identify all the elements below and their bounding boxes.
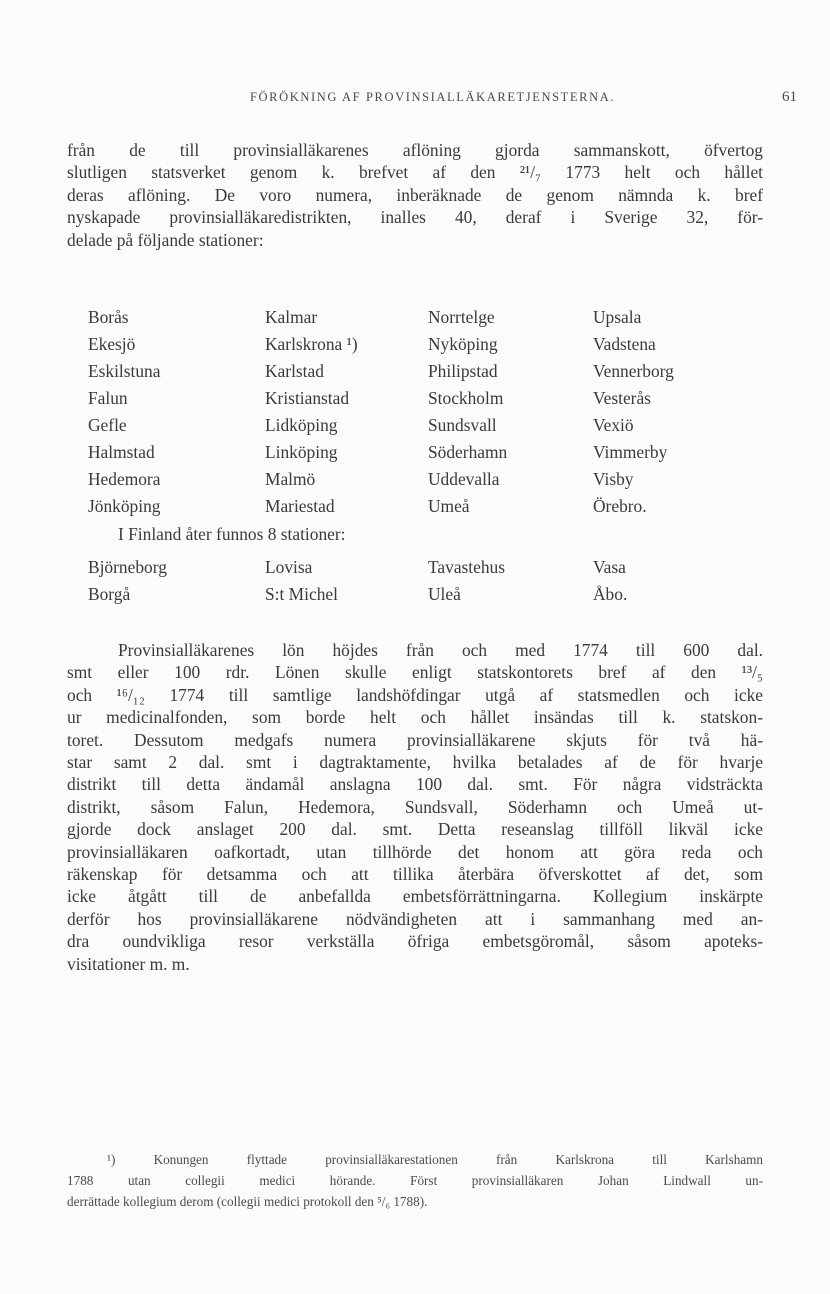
station-name: Vexiö [593, 415, 634, 435]
station-row [88, 557, 778, 584]
station-name: Falun [88, 388, 128, 408]
station-name: Borgå [88, 584, 131, 604]
station-name: Eskilstuna [88, 361, 161, 381]
page-number: 61 [782, 89, 797, 105]
text-line: delade på följande stationer: [67, 229, 264, 250]
station-name: Malmö [265, 469, 316, 489]
station-name: Nyköping [428, 334, 498, 354]
finland-intro: I Finland åter funnos 8 stationer: [118, 524, 346, 544]
station-name: Visby [593, 469, 634, 489]
station-row [88, 584, 778, 611]
text-line: från de till provinsialläkarenes aflöning gjorda sammanskott, öfvertog [67, 140, 763, 160]
station-name: Uleå [428, 584, 461, 604]
station-row [88, 388, 778, 415]
station-name: Ekesjö [88, 334, 136, 354]
station-name: Stockholm [428, 388, 504, 408]
station-row [88, 334, 778, 361]
station-name: Borås [88, 307, 129, 327]
text-line: star samt 2 dal. smt i dagtraktamente, hvilka betalades af de för hvarje [67, 752, 763, 773]
station-name: Söderhamn [428, 442, 508, 462]
station-name: Norrtelge [428, 307, 495, 327]
footnote-line: derrättade kollegium derom (collegii medici protokoll den ⁵/₆ 1788). [67, 1194, 428, 1209]
text-line: smt eller 100 rdr. Lönen skulle enligt statskontorets bref af den ¹³/₅ [67, 662, 763, 683]
station-name: Vadstena [593, 334, 656, 354]
station-name: Mariestad [265, 496, 335, 516]
station-row [88, 442, 778, 469]
station-name: Hedemora [88, 469, 161, 489]
text-line: gjorde dock anslaget 200 dal. smt. Detta reseanslag tillföll likväl icke [67, 819, 763, 840]
text-line: distrikt till detta ändamål anslagna 100 dal. smt. För några vidsträckta [67, 774, 763, 795]
station-name: Tavastehus [428, 557, 506, 577]
footnote-line: 1788 utan collegii medici hörande. Först provinsialläkaren Johan Lindwall un- [67, 1173, 763, 1188]
station-name: Kalmar [265, 307, 318, 327]
station-name: Philipstad [428, 361, 498, 381]
station-row [88, 307, 778, 334]
station-name: Halmstad [88, 442, 155, 462]
text-line: toret. Dessutom medgafs numera provinsialläkarene skjuts för två hä- [67, 729, 763, 750]
station-name: Jönköping [88, 496, 161, 516]
station-name: Umeå [428, 496, 470, 516]
text-line: och ¹⁶/₁₂ 1774 till samtlige landshöfdingar utgå af statsmedlen och icke [67, 684, 763, 705]
station-name: Upsala [593, 307, 642, 327]
station-row [88, 361, 778, 388]
text-line: slutligen statsverket genom k. brefvet af den ²¹/₇ 1773 helt och hållet [67, 162, 763, 183]
station-name: Uddevalla [428, 469, 500, 489]
text-line: derför hos provinsialläkarene nödvändigheten att i sammanhang med an- [67, 908, 763, 929]
page-header [0, 90, 830, 112]
paragraph-salary [67, 639, 763, 975]
station-name: Vasa [593, 557, 626, 577]
text-line: distrikt, såsom Falun, Hedemora, Sundsvall, Söderhamn och Umeå ut- [67, 796, 763, 817]
station-name: Åbo. [593, 584, 628, 604]
text-line: provinsialläkaren oafkortadt, utan tillhörde det honom att göra reda och [67, 841, 763, 862]
station-name: Gefle [88, 415, 127, 435]
running-head: FÖRÖKNING AF PROVINSIALLÄKARETJENSTERNA. [250, 90, 616, 104]
station-name: S:t Michel [265, 584, 338, 604]
station-name: Vennerborg [593, 361, 674, 381]
station-name: Vimmerby [593, 442, 668, 462]
station-name: Sundsvall [428, 415, 497, 435]
text-line: deras aflöning. De voro numera, inberäknade de genom nämnda k. bref [67, 184, 763, 205]
station-name: Örebro. [593, 496, 647, 516]
station-name: Vesterås [593, 388, 651, 408]
station-row [88, 415, 778, 442]
station-name: Björneborg [88, 557, 167, 577]
paragraph-intro [67, 139, 763, 251]
text-line: Provinsialläkarenes lön höjdes från och med 1774 till 600 dal. [118, 640, 763, 660]
sweden-stations-list [88, 307, 778, 523]
station-name: Kristianstad [265, 388, 350, 408]
station-name: Lovisa [265, 557, 313, 577]
station-name: Lidköping [265, 415, 338, 435]
text-line: ur medicinalfonden, som borde helt och hållet insändas till k. statskon- [67, 707, 763, 728]
text-line: visitationer m. m. [67, 953, 190, 974]
station-row [88, 496, 778, 523]
station-name: Karlstad [265, 361, 324, 381]
footnote-line: ¹) Konungen flyttade provinsialläkarestationen från Karlskrona till Karlshamn [107, 1152, 763, 1167]
station-row [88, 469, 778, 496]
text-line: nyskapade provinsialläkaredistrikten, inalles 40, deraf i Sverige 32, för- [67, 207, 763, 228]
footnote [67, 1149, 763, 1212]
text-line: räkenskap för detsamma och att tillika återbära öfverskottet af det, som [67, 864, 763, 885]
text-line: dra oundvikliga resor verkställa öfriga embetsgöromål, såsom apoteks- [67, 931, 763, 952]
station-name: Linköping [265, 442, 338, 462]
text-line: icke åtgått till de anbefallda embetsförrättningarna. Kollegium inskärpte [67, 886, 763, 907]
finland-stations-list [88, 557, 778, 611]
station-name: Karlskrona ¹) [265, 334, 358, 354]
